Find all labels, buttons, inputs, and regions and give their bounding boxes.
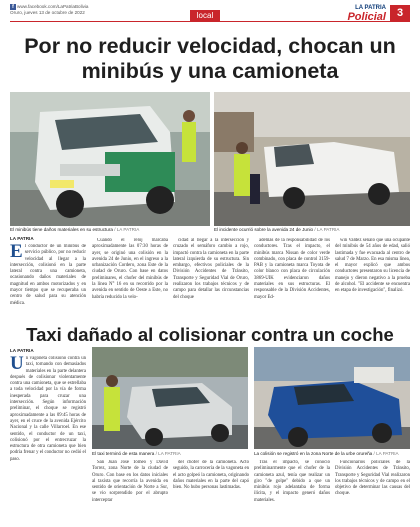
story2-column-2: San Juan José Tomeo y David Torrez, zona Norte de la ciudad de Oruro. Con base en los datos iniciales al taxista que recorría la avenida en sentido de orientación de Norte a Sur, se vio sorprendido por el abrupto interceptar (92, 460, 168, 503)
issue-date: Oruro, jueves 13 de octubre de 2022 (10, 10, 85, 16)
story1-column-5: win Valdez señaló que una ocupante del minibús de 54 años de edad, salió lastimada y fue evacuada al centro de salud 7 de Marzo. En esa misma línea, el mayor explicó que ambos conductores presentaron su licencia de manejo y dieron negativo a la prueba de alcohol. "El accidente se encuentra en etapa de investigación", finalizó. (335, 238, 410, 294)
facebook-icon: f (10, 4, 16, 10)
brand-name: LA PATRIA (355, 5, 386, 11)
social-link[interactable]: www.facebook.com/LaPatriaBolivia (17, 4, 89, 10)
main-headline: Por no reducir velocidad, chocan un minibús y una camioneta (24, 34, 396, 83)
story1-column-3: cidad al llegar a la intersección y cruzado el semáforo cambio a rojo, impactó contra la camioneta en la parte lateral izquierda de su estructura. Sin embargo, efectivos policiales de la División Accidentes de Tránsito, Transporte y Seguridad Vial de Oruro, realizaron los trabajos técnicos y de campo para detallar las circunstancias del choque (173, 238, 249, 300)
pickup-photo (214, 92, 410, 226)
photo1-caption: El minibús tiene daños materiales en su estructura / LA PATRIA (10, 227, 140, 232)
photo4-caption: La colisión se registró en la zona Norte de la urbe orureña / LA PATRIA (254, 451, 399, 456)
second-headline: Taxi dañado al colisionar contra un coche (26, 324, 394, 345)
minibus-photo (10, 92, 210, 226)
page-header (0, 0, 420, 30)
story1-column-1: El conductor de un minibús de servicio público, por no reducir velocidad al llegar a la intersección, colisionó en la parte lateral contra una camioneta, ocasionando daños materiales de magnitud en ambos motorizados y en mayor tiempo que se recuperaba un centro de salud para su atención médica. (10, 244, 86, 306)
dropcap: U (10, 356, 24, 374)
brand-section: Policial (347, 11, 386, 23)
header-meta (10, 4, 89, 16)
page-number: 3 (390, 5, 410, 21)
dropcap: E (10, 244, 23, 262)
blue-pickup-photo (254, 347, 410, 449)
brand-logo (340, 5, 386, 23)
story2-column-5: Funcionarios policiales de la División Accidentes de Tránsito, Transporte y Seguridad Vial realizaron los trabajos técnicos y de campo en el objetivo de determinar las causas del choque. (335, 460, 410, 497)
story2-column-3: del chofer de la camioneta. Acto seguido, la carrocería de la vagoneta en el acto golpeó la camioneta, originando daños materiales en la parte del capó bien. No hubo personas lastimadas. (173, 460, 249, 491)
story2-column-1: Un vagoneta colisionó contra un taxi, tornando con demasiados materiales en la parte delantera después de colisionar violentamente contra una camioneta, que se estrellaba a toda velocidad por la vía de forma inesperada para cruzar una intersección. Según información preliminar, el choque se registró aproximadamente a las 09:45 horas de ayer, en el cruce de la avenida Ejército Nacional y la calle Villarroel. En ese sentido, el conductor de un taxi, colisionó por el entrecruzar la estructura de otra camioneta que bien podría frenar y el conductor no cedió el paso. (10, 356, 86, 462)
section-tab: local (190, 10, 220, 22)
story2-column-4: Tras el impacto, se conoció preliminarmente que el chofer de la camioneta azul, tenía que realizar un giro "de golpe" debido a que un minibús rojo adelantaba de forma ilícita, y el impacto generó daños materiales. (254, 460, 330, 503)
taxi-photo (92, 347, 248, 449)
story2-byline: LA PATRIA (10, 348, 34, 353)
photo2-caption: El incidente ocurrió sobre la avenida 24 de Junio / LA PATRIA (214, 227, 340, 232)
story1-byline: LA PATRIA (10, 236, 34, 241)
story1-column-2: Cuando el reloj marcaba aproximadamente las 07:30 horas de ayer, se originó una colisión en la avenida 24 de Junio, en el ingreso a la urbanización Cordero, zona Este de la ciudad de Oruro. Con base en datos preliminares, el chofer del minibús de la línea N° 16 en su recorrido por la avenida en sentido de Oeste a Este, no habría reducido la velo- (92, 238, 168, 300)
photo3-caption: El taxi terminó de esta manera / LA PATRIA (92, 451, 181, 456)
story1-column-4: además de la responsabilidad de los conductores. Tras el impacto, el minibús marca Nissan de color verde combinado, con placa de control 3159-PAB y la camioneta marca Toyota de color blanco con placa de circulación 3869-UIK evidenciaron daños materiales en sus estructuras. El responsable de la División Accidentes, mayor Ed- (254, 238, 330, 300)
